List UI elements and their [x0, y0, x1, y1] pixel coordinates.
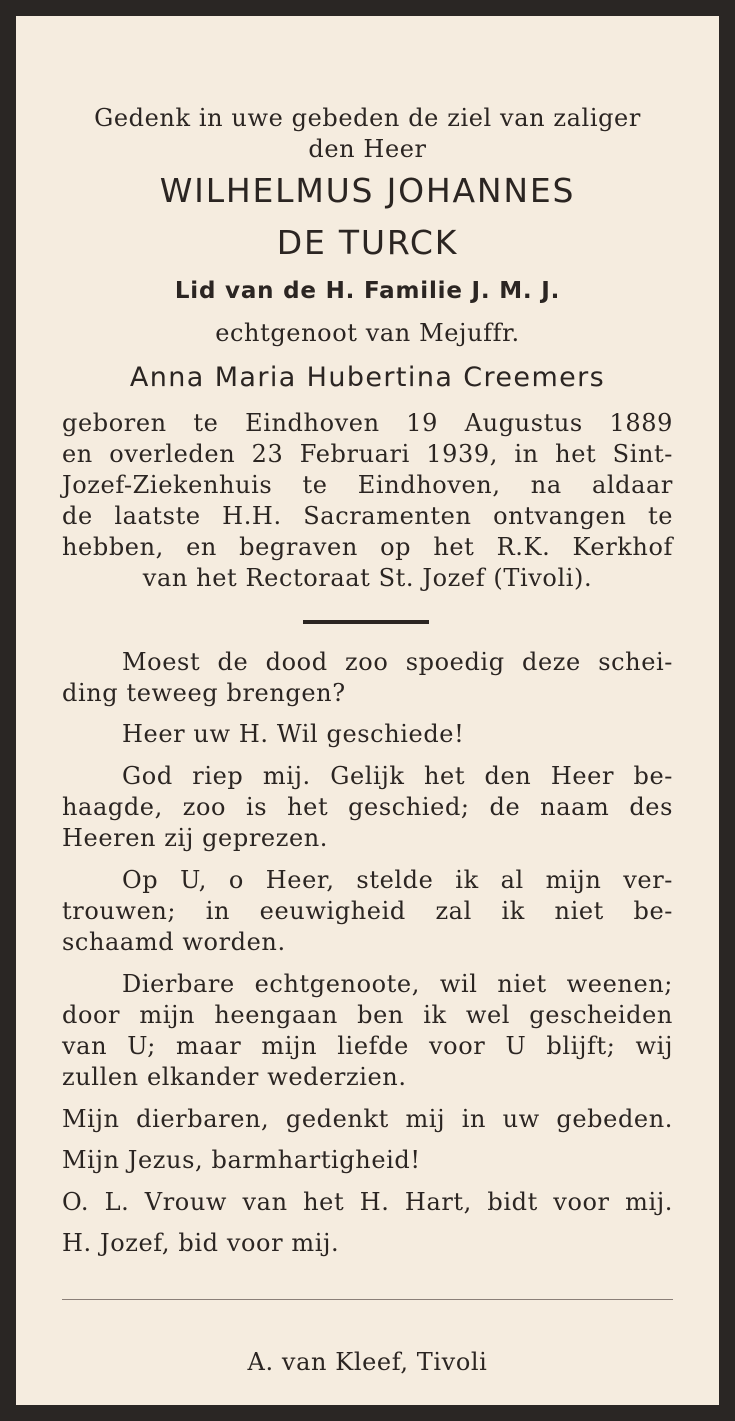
bio-line: Jozef-Ziekenhuis te Eindhoven, na aldaar [62, 471, 673, 499]
verse-line: door mijn heengaan ben ik wel gescheiden [62, 1001, 673, 1029]
verse-line: Moest de dood zoo spoedig deze schei- [122, 648, 673, 676]
memorial-card [16, 16, 719, 1405]
verse-line: schaamd worden. [62, 928, 286, 956]
verse-line: O. L. Vrouw van het H. Hart, bidt voor mij. [62, 1188, 673, 1216]
intro-line: Gedenk in uwe gebeden de ziel van zaliger [94, 104, 641, 132]
verse-line: Mijn Jezus, barmhartigheid! [62, 1146, 421, 1174]
divider-rule [303, 620, 429, 624]
bio-line: van het Rectoraat St. Jozef (Tivoli). [142, 564, 593, 592]
bio-line: geboren te Eindhoven 19 Augustus 1889 [62, 409, 673, 437]
verse-line: Dierbare echtgenoote, wil niet weenen; [122, 970, 673, 998]
footer-rule [62, 1299, 673, 1300]
verse-line: trouwen; in eeuwigheid zal ik niet be- [62, 897, 673, 925]
verse-line: Heeren zij geprezen. [62, 824, 329, 852]
membership-line: Lid van de H. Familie J. M. J. [174, 278, 561, 304]
deceased-name-line1: WILHELMUS JOHANNES [159, 171, 576, 210]
verse-line: van U; maar mijn liefde voor U blijft; wij [62, 1032, 673, 1060]
verse-line: zullen elkander wederzien. [62, 1063, 407, 1091]
verse-line: ding teweeg brengen? [62, 679, 346, 707]
spouse-name: Anna Maria Hubertina Creemers [129, 362, 606, 393]
verse-line: Heer uw H. Wil geschiede! [122, 720, 465, 748]
bio-line: hebben, en begraven op het R.K. Kerkhof [62, 533, 673, 561]
verse-line: Op U, o Heer, stelde ik al mijn ver- [122, 866, 673, 894]
verse-line: H. Jozef, bid voor mij. [62, 1229, 340, 1257]
verse-line: Mijn dierbaren, gedenkt mij in uw gebeden. [62, 1105, 673, 1133]
verse-line: haagde, zoo is het geschied; de naam des [62, 793, 673, 821]
title-prefix: den Heer [308, 135, 427, 163]
bio-line: en overleden 23 Februari 1939, in het Sint- [62, 440, 673, 468]
printer-credit: A. van Kleef, Tivoli [247, 1348, 488, 1376]
spouse-intro: echtgenoot van Mejuffr. [215, 319, 520, 347]
bio-line: de laatste H.H. Sacramenten ontvangen te [62, 502, 673, 530]
verse-line: God riep mij. Gelijk het den Heer be- [122, 762, 673, 790]
deceased-name-line2: DE TURCK [276, 223, 459, 262]
